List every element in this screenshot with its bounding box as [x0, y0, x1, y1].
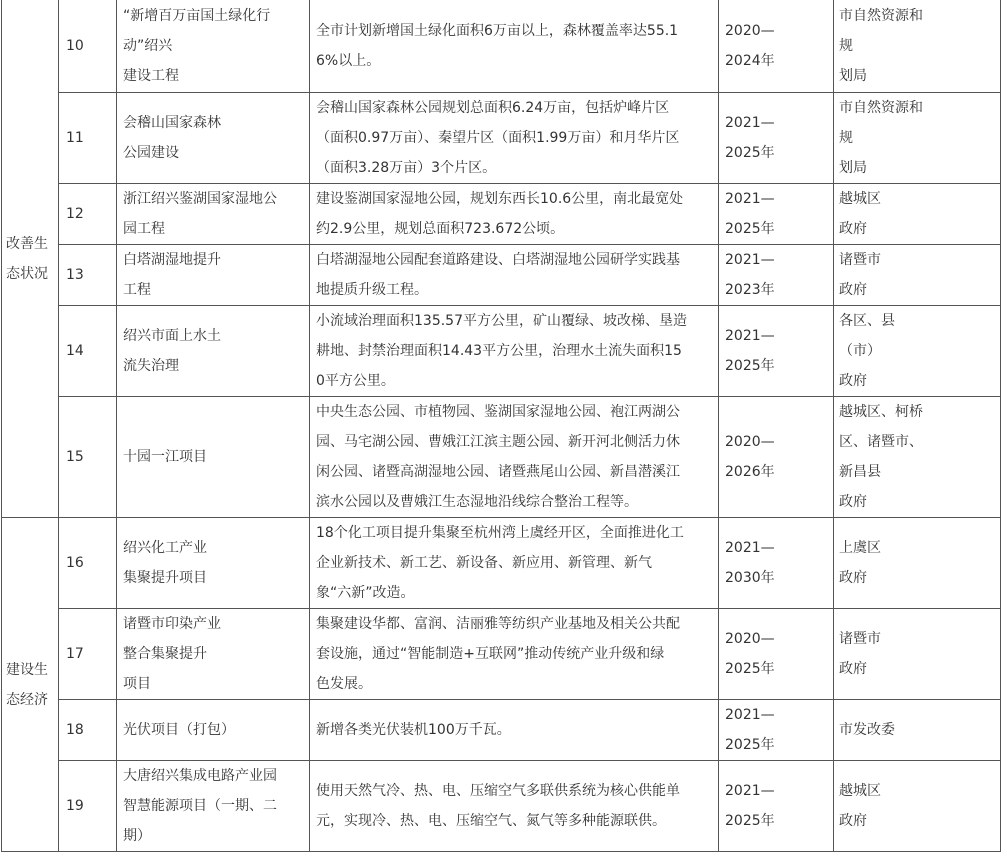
row-number: 16: [59, 518, 117, 609]
project-period: 2020— 2026年: [719, 397, 834, 518]
project-table: [1, 0, 1001, 852]
project-period: 2020— 2025年: [719, 609, 834, 700]
row-number: 19: [59, 761, 117, 852]
project-content: 18个化工项目提升集聚至杭州湾上虞经开区，全面推进化工 企业新技术、新工艺、新设备、新应用、新管理、新气 象“六新”改造。: [310, 518, 719, 609]
project-period: 2021— 2025年: [719, 184, 834, 245]
row-number: 15: [59, 397, 117, 518]
project-name: 会稽山国家森林 公园建设: [117, 93, 310, 184]
project-name: 大唐绍兴集成电路产业园 智慧能源项目（一期、二 期）: [117, 761, 310, 852]
table-row: [2, 700, 1001, 761]
responsible-unit: 越城区 政府: [834, 184, 1001, 245]
row-number: 12: [59, 184, 117, 245]
row-number: 13: [59, 245, 117, 306]
project-name: “新增百万亩国土绿化行 动”绍兴 建设工程: [117, 0, 310, 93]
project-name: 浙江绍兴鉴湖国家湿地公 园工程: [117, 184, 310, 245]
project-content: 建设鉴湖国家湿地公园，规划东西长10.6公里，南北最宽处 约2.9公里，规划总面积723.672公顷。: [310, 184, 719, 245]
responsible-unit: 市发改委: [834, 700, 1001, 761]
row-number: 17: [59, 609, 117, 700]
project-period: 2021— 2025年: [719, 700, 834, 761]
project-name: 白塔湖湿地提升 工程: [117, 245, 310, 306]
project-name: 光伏项目（打包）: [117, 700, 310, 761]
project-name: 绍兴化工产业 集聚提升项目: [117, 518, 310, 609]
row-number: 18: [59, 700, 117, 761]
project-period: 2021— 2025年: [719, 306, 834, 397]
responsible-unit: 各区、县 （市） 政府: [834, 306, 1001, 397]
responsible-unit: 诸暨市 政府: [834, 609, 1001, 700]
project-content: 中央生态公园、市植物园、鉴湖国家湿地公园、袍江两湖公 园、马宅湖公园、曹娥江江滨主题公园、新开河北侧活力休 闲公园、诸暨高湖湿地公园、诸暨燕尾山公园、新昌潜溪江 滨水公园以及曹娥江生态湿地沿线综合整治工程等。: [310, 397, 719, 518]
row-number: 11: [59, 93, 117, 184]
table-row: [2, 397, 1001, 518]
project-content: 使用天然气冷、热、电、压缩空气多联供系统为核心供能单 元，实现冷、热、电、压缩空气、氮气等多种能源联供。: [310, 761, 719, 852]
project-name: 绍兴市面上水土 流失治理: [117, 306, 310, 397]
row-number: 10: [59, 0, 117, 93]
table-row: [2, 245, 1001, 306]
table-row: [2, 609, 1001, 700]
project-name: 十园一江项目: [117, 397, 310, 518]
table-row: [2, 0, 1001, 93]
table-row: [2, 306, 1001, 397]
project-period: 2021— 2030年: [719, 518, 834, 609]
project-name: 诸暨市印染产业 整合集聚提升 项目: [117, 609, 310, 700]
category-cell: 改善生 态状况: [2, 0, 59, 518]
responsible-unit: 越城区、柯桥 区、诸暨市、 新昌县 政府: [834, 397, 1001, 518]
project-content: 白塔湖湿地公园配套道路建设、白塔湖湿地公园研学实践基 地提质升级工程。: [310, 245, 719, 306]
responsible-unit: 诸暨市 政府: [834, 245, 1001, 306]
project-period: 2021— 2023年: [719, 245, 834, 306]
table-row: [2, 184, 1001, 245]
responsible-unit: 市自然资源和 规 划局: [834, 0, 1001, 93]
project-content: 集聚建设华都、富润、洁丽雅等纺织产业基地及相关公共配 套设施，通过“智能制造+互联网”推动传统产业升级和绿 色发展。: [310, 609, 719, 700]
project-content: 小流域治理面积135.57平方公里，矿山覆绿、坡改梯、垦造 耕地、封禁治理面积14.43平方公里，治理水土流失面积15 0平方公里。: [310, 306, 719, 397]
project-period: 2021— 2025年: [719, 761, 834, 852]
project-period: 2020— 2024年: [719, 0, 834, 93]
project-content: 会稽山国家森林公园规划总面积6.24万亩，包括炉峰片区 （面积0.97万亩）、秦望片区（面积1.99万亩）和月华片区 （面积3.28万亩）3个片区。: [310, 93, 719, 184]
row-number: 14: [59, 306, 117, 397]
project-content: 新增各类光伏装机100万千瓦。: [310, 700, 719, 761]
responsible-unit: 上虞区 政府: [834, 518, 1001, 609]
category-cell: 建设生 态经济: [2, 518, 59, 852]
responsible-unit: 越城区 政府: [834, 761, 1001, 852]
table-row: [2, 518, 1001, 609]
responsible-unit: 市自然资源和 规 划局: [834, 93, 1001, 184]
project-content: 全市计划新增国土绿化面积6万亩以上，森林覆盖率达55.1 6%以上。: [310, 0, 719, 93]
project-period: 2021— 2025年: [719, 93, 834, 184]
table-row: [2, 93, 1001, 184]
table-row: [2, 761, 1001, 852]
